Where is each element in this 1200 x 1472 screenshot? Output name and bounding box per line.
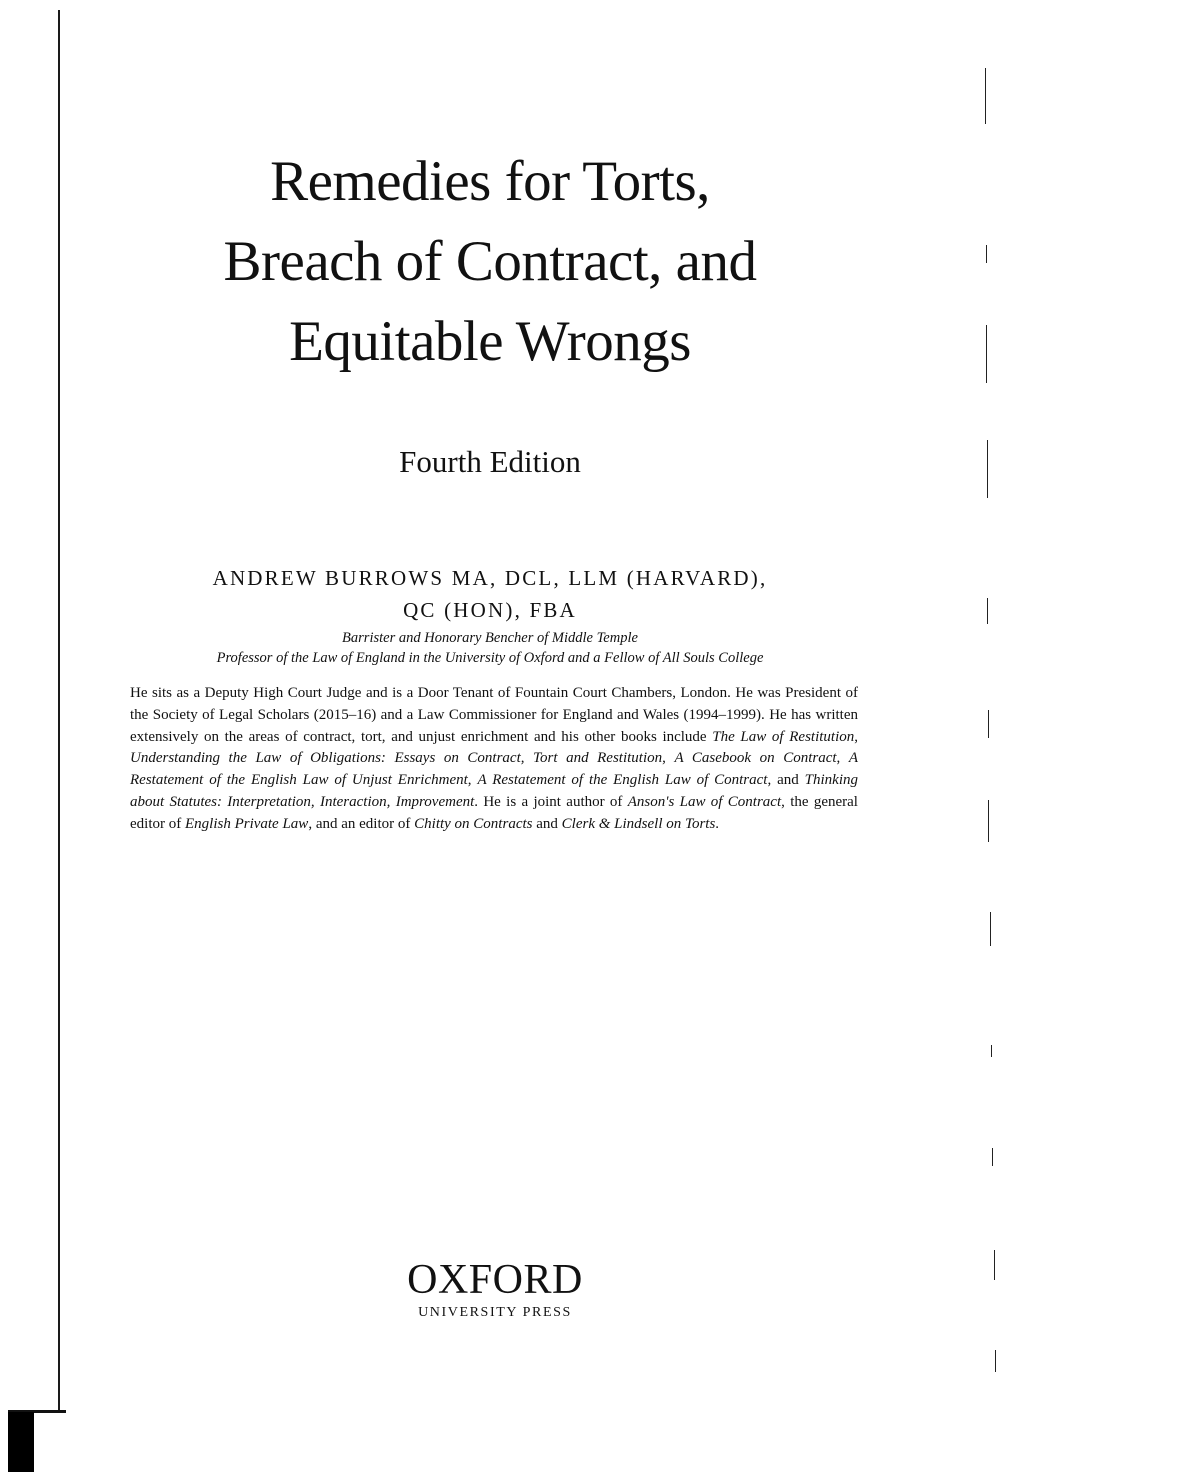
affiliation-line: Professor of the Law of England in the University of Oxford and a Fellow of All Souls College [216, 650, 764, 666]
author-biography [130, 683, 858, 836]
scan-mark [988, 800, 989, 842]
scan-mark [988, 710, 989, 738]
scan-binding-edge [58, 10, 60, 1410]
scan-mark [995, 1350, 996, 1372]
edition: Fourth Edition [399, 444, 581, 479]
book-reference: Clerk & Lindsell on Torts [561, 815, 716, 832]
title-line: Remedies for Torts, [270, 150, 710, 213]
book-reference: Understanding the Law of Obligations: Essays on Contract, Tort and Restitution [130, 750, 663, 767]
book-reference: Anson's Law of Contract [627, 793, 782, 810]
affiliation-line: Barrister and Honorary Bencher of Middle Temple [342, 630, 638, 646]
scan-mark [987, 598, 988, 624]
book-reference: Thinking about Statutes: Interpretation, Interaction, Improvement [130, 772, 858, 810]
publisher-logo: OXFORD [407, 1257, 583, 1303]
publisher-imprint [380, 1258, 610, 1322]
bio-text: , [467, 772, 478, 789]
bio-text: , and [767, 772, 805, 789]
book-title [180, 142, 800, 382]
scan-mark [986, 325, 987, 383]
bio-text: , [854, 728, 859, 745]
book-reference: A Casebook on Contract [674, 750, 837, 767]
bio-text: , and an editor of [308, 815, 415, 832]
bio-text: and [532, 815, 562, 832]
title-line: Breach of Contract, and [223, 230, 757, 293]
bio-text: , [662, 750, 675, 767]
scan-mark [992, 1148, 993, 1166]
bio-text: . [715, 815, 720, 832]
book-reference: English Private Law [184, 815, 309, 832]
publisher-press: UNIVERSITY PRESS [418, 1305, 572, 1320]
scan-mark [985, 68, 986, 124]
scan-mark [987, 440, 988, 498]
book-reference: The Law of Restitution [712, 728, 855, 745]
book-reference: A Restatement of the English Law of Contract [477, 772, 768, 789]
scan-mark [990, 912, 991, 946]
book-reference: Chitty on Contracts [414, 815, 533, 832]
bio-text: , [836, 750, 849, 767]
author-line: QC (HON), FBA [403, 598, 577, 622]
scan-corner-shadow [8, 1412, 34, 1472]
bio-text: He sits as a Deputy High Court Judge and is a Door Tenant of Fountain Court Chambers, London. He was President of the Society of Legal Scholars (2015–16) and a Law Commissioner for England and Wales (1994–1999). He has written extensively on the areas of contract, tort, and unjust enrichment and his other books include [130, 685, 858, 745]
scan-mark [991, 1045, 992, 1057]
bio-text: . He is a joint author of [474, 793, 628, 810]
book-reference: A Restatement of the English Law of Unjust Enrichment [130, 750, 859, 789]
author-affiliations [120, 628, 860, 668]
scan-mark [994, 1250, 995, 1280]
scan-mark [986, 245, 987, 263]
author-line: ANDREW BURROWS MA, DCL, LLM (HARVARD), [212, 566, 768, 590]
author-name [150, 562, 830, 626]
title-line: Equitable Wrongs [289, 310, 691, 373]
bio-text: , the general editor of [130, 793, 858, 832]
